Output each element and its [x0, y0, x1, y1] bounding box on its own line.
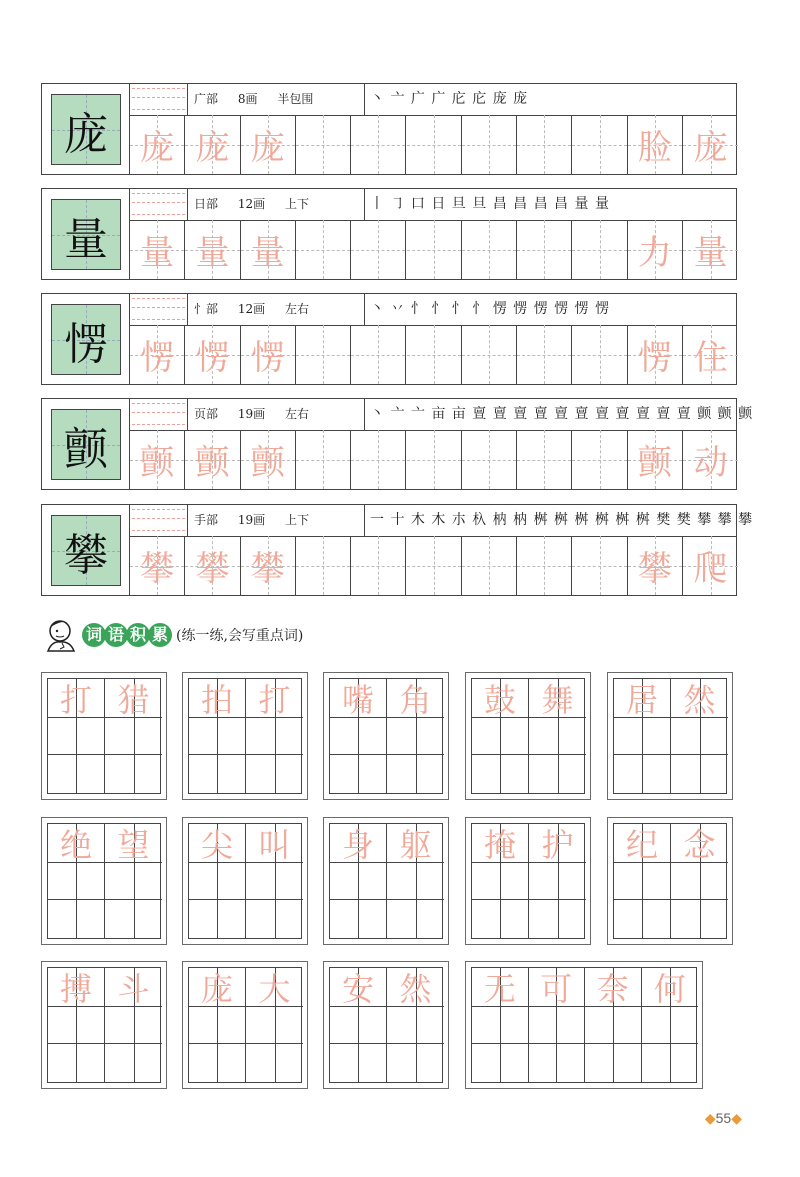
word-box[interactable] [465, 961, 703, 1089]
word-cell[interactable] [529, 679, 586, 793]
writing-cell[interactable] [185, 430, 240, 489]
radical: 手部 [194, 513, 219, 527]
trace-char [462, 430, 516, 489]
word-trace-char: 何 [653, 969, 686, 1008]
writing-cell[interactable] [185, 115, 240, 174]
writing-cell[interactable] [628, 430, 683, 489]
writing-cell[interactable] [185, 220, 240, 279]
writing-cell[interactable] [241, 430, 296, 489]
word-cell[interactable] [48, 968, 105, 1082]
word-trace-char: 猎 [117, 680, 150, 719]
radical: 忄部 [194, 302, 219, 316]
main-char-box [42, 399, 130, 489]
writing-cell[interactable] [572, 325, 627, 384]
writing-cell[interactable] [241, 325, 296, 384]
trace-char [351, 536, 405, 595]
trace-char: 颤 [140, 443, 175, 483]
trace-char [517, 430, 571, 489]
writing-cell[interactable] [517, 536, 572, 595]
word-cell[interactable] [105, 968, 162, 1082]
word-trace-char: 大 [258, 969, 291, 1008]
main-char: 愣 [64, 318, 108, 370]
word-box[interactable] [41, 817, 167, 945]
trace-char [462, 115, 516, 174]
char-info-bar [130, 294, 736, 326]
writing-cell[interactable] [517, 325, 572, 384]
word-trace-char: 绝 [59, 825, 92, 864]
stroke-order: 丶 丷 忄 忄 忄 忄 愣 愣 愣 愣 愣 愣 [370, 301, 610, 317]
word-trace-char: 嘴 [341, 680, 374, 719]
writing-cell[interactable] [351, 325, 406, 384]
writing-cell[interactable] [683, 430, 738, 489]
stroke-count: 8画 [237, 92, 258, 106]
char-info-bar [130, 399, 754, 431]
writing-cell[interactable] [130, 430, 185, 489]
writing-cell[interactable] [628, 536, 683, 595]
trace-char [572, 115, 626, 174]
word-trace-char: 打 [258, 680, 291, 719]
word-trace-char: 搏 [59, 969, 92, 1008]
trace-char [296, 430, 350, 489]
trace-char [407, 536, 461, 595]
structure: 半包围 [277, 92, 314, 106]
word-trace-char: 拍 [200, 680, 233, 719]
word-trace-char: 身 [341, 825, 374, 864]
radical: 广部 [194, 92, 219, 106]
trace-char [296, 536, 350, 595]
writing-cell[interactable] [462, 220, 517, 279]
word-trace-char: 安 [341, 969, 374, 1008]
word-cell[interactable] [472, 824, 529, 938]
pinyin-box[interactable] [132, 509, 185, 531]
writing-cell[interactable] [241, 220, 296, 279]
writing-cell[interactable] [296, 220, 351, 279]
trace-char: 住 [693, 338, 728, 378]
pinyin-box[interactable] [132, 403, 185, 425]
writing-cell[interactable] [572, 536, 627, 595]
writing-cell[interactable] [517, 220, 572, 279]
writing-cell[interactable] [407, 430, 462, 489]
stroke-count: 19画 [237, 407, 266, 421]
stroke-order: 丶 亠 广 广 庀 庀 庞 庞 [370, 91, 529, 107]
word-trace-char: 斗 [117, 969, 150, 1008]
trace-char: 攀 [195, 549, 230, 589]
word-trace-char: 可 [540, 969, 573, 1008]
writing-cell[interactable] [628, 220, 683, 279]
word-trace-char: 打 [59, 680, 92, 719]
word-box[interactable] [182, 672, 308, 800]
word-cell[interactable] [642, 968, 699, 1082]
word-cell[interactable] [330, 824, 387, 938]
writing-cell[interactable] [351, 430, 406, 489]
word-box[interactable] [182, 817, 308, 945]
word-cell[interactable] [105, 824, 162, 938]
structure: 左右 [284, 302, 309, 316]
writing-cell[interactable] [517, 430, 572, 489]
trace-char [462, 325, 516, 384]
writing-cell[interactable] [683, 536, 738, 595]
pinyin-box[interactable] [132, 193, 185, 215]
trace-char [572, 430, 626, 489]
trace-char: 庞 [693, 128, 728, 168]
word-cell[interactable] [387, 824, 444, 938]
word-cell[interactable] [614, 824, 671, 938]
word-cell[interactable] [48, 679, 105, 793]
word-cell[interactable] [387, 968, 444, 1082]
char-info-bar [130, 189, 736, 221]
writing-cell[interactable] [185, 325, 240, 384]
stroke-order: 丶 亠 亠 亩 亩 亶 亶 亶 亶 亶 亶 亶 亶 亶 亶 亶 颤 颤 颤 [370, 406, 754, 422]
trace-char [517, 220, 571, 279]
writing-cell[interactable] [296, 536, 351, 595]
main-char: 庞 [64, 108, 108, 160]
word-cell[interactable] [472, 968, 529, 1082]
word-cell[interactable] [330, 679, 387, 793]
trace-char [572, 220, 626, 279]
trace-char [572, 536, 626, 595]
boy-reading-icon [42, 617, 82, 653]
trace-char [296, 325, 350, 384]
char-row [41, 504, 754, 596]
word-box[interactable] [323, 672, 449, 800]
trace-char: 颤 [195, 443, 230, 483]
word-trace-char: 躯 [399, 825, 432, 864]
stroke-count: 12画 [237, 197, 266, 211]
word-cell[interactable] [246, 824, 303, 938]
pinyin-box[interactable] [132, 88, 185, 110]
word-cell[interactable] [189, 968, 246, 1082]
writing-cell[interactable] [407, 115, 462, 174]
word-trace-char: 无 [483, 969, 516, 1008]
writing-cell[interactable] [683, 115, 738, 174]
trace-char [462, 220, 516, 279]
word-box[interactable] [465, 817, 591, 945]
word-cell[interactable] [330, 968, 387, 1082]
stroke-count: 19画 [237, 513, 266, 527]
writing-cell[interactable] [130, 220, 185, 279]
writing-cell[interactable] [683, 220, 738, 279]
pinyin-box[interactable] [132, 298, 185, 320]
word-cell[interactable] [614, 679, 671, 793]
trace-char: 量 [195, 233, 230, 273]
word-cell[interactable] [585, 968, 642, 1082]
char-info-bar [130, 84, 736, 116]
writing-cell[interactable] [407, 220, 462, 279]
vocabulary-section-header [42, 617, 303, 653]
writing-cell[interactable] [628, 325, 683, 384]
writing-cell[interactable] [407, 536, 462, 595]
writing-cell[interactable] [628, 115, 683, 174]
writing-cell[interactable] [572, 220, 627, 279]
stroke-count: 12画 [237, 302, 266, 316]
main-char: 颤 [64, 423, 108, 475]
trace-char: 脸 [637, 128, 672, 168]
writing-cell[interactable] [462, 536, 517, 595]
word-box[interactable] [465, 672, 591, 800]
vocabulary-note: (练一练,会写重点词) [176, 628, 304, 644]
word-trace-char: 居 [625, 680, 658, 719]
char-info-bar [130, 505, 754, 537]
trace-char: 愣 [637, 338, 672, 378]
word-box[interactable] [323, 817, 449, 945]
word-trace-char: 望 [117, 825, 150, 864]
vocabulary-label: 词 语 积 累 [82, 623, 170, 647]
word-trace-char: 角 [399, 680, 432, 719]
word-trace-char: 念 [683, 825, 716, 864]
word-box[interactable] [41, 961, 167, 1089]
trace-char: 力 [637, 233, 672, 273]
structure: 左右 [284, 407, 309, 421]
word-trace-char: 护 [541, 825, 574, 864]
structure: 上下 [284, 513, 309, 527]
trace-char: 动 [693, 443, 728, 483]
word-box[interactable] [182, 961, 308, 1089]
char-row [41, 293, 737, 385]
word-cell[interactable] [529, 824, 586, 938]
stroke-order: 一 十 木 木 朩 杁 枘 枘 桝 桝 桝 桝 桝 桝 樊 樊 攀 攀 攀 [370, 512, 754, 528]
word-cell[interactable] [189, 824, 246, 938]
writing-cell[interactable] [296, 325, 351, 384]
trace-char [407, 220, 461, 279]
writing-cell[interactable] [130, 536, 185, 595]
stroke-order: 丨 ㇆ 口 日 旦 旦 昌 昌 昌 昌 量 量 [370, 196, 610, 212]
writing-cell[interactable] [462, 325, 517, 384]
word-trace-char: 掩 [483, 825, 516, 864]
trace-char: 愣 [250, 338, 285, 378]
trace-char [296, 220, 350, 279]
page-number: ◆55◆ [704, 1110, 742, 1126]
trace-char: 攀 [140, 549, 175, 589]
word-trace-char: 奈 [596, 969, 629, 1008]
writing-cell[interactable] [351, 220, 406, 279]
word-box[interactable] [41, 672, 167, 800]
radical: 日部 [194, 197, 219, 211]
writing-cell[interactable] [241, 536, 296, 595]
word-cell[interactable] [387, 679, 444, 793]
writing-cell[interactable] [241, 115, 296, 174]
trace-char: 爬 [693, 549, 728, 589]
main-char: 攀 [64, 529, 108, 581]
trace-char: 庞 [195, 128, 230, 168]
trace-char: 攀 [250, 549, 285, 589]
char-row [41, 398, 754, 490]
writing-cell[interactable] [130, 115, 185, 174]
writing-cell[interactable] [185, 536, 240, 595]
word-trace-char: 然 [399, 969, 432, 1008]
trace-char [462, 536, 516, 595]
structure: 上下 [284, 197, 309, 211]
word-cell[interactable] [529, 968, 586, 1082]
writing-cell[interactable] [517, 115, 572, 174]
writing-cell[interactable] [572, 115, 627, 174]
trace-char [351, 325, 405, 384]
trace-char [407, 325, 461, 384]
trace-char: 颤 [637, 443, 672, 483]
writing-cell[interactable] [683, 325, 738, 384]
main-char-box [42, 505, 130, 595]
trace-char: 量 [250, 233, 285, 273]
trace-char [517, 536, 571, 595]
word-cell[interactable] [246, 679, 303, 793]
word-cell[interactable] [189, 679, 246, 793]
trace-char: 庞 [140, 128, 175, 168]
trace-char: 愣 [195, 338, 230, 378]
trace-char: 量 [140, 233, 175, 273]
trace-char [351, 115, 405, 174]
word-cell[interactable] [48, 824, 105, 938]
trace-char [407, 115, 461, 174]
trace-char [517, 325, 571, 384]
trace-char: 颤 [250, 443, 285, 483]
word-trace-char: 鼓 [483, 680, 516, 719]
word-cell[interactable] [246, 968, 303, 1082]
writing-cell[interactable] [351, 536, 406, 595]
writing-cell[interactable] [296, 115, 351, 174]
trace-char [351, 430, 405, 489]
word-trace-char: 庞 [200, 969, 233, 1008]
word-trace-char: 纪 [625, 825, 658, 864]
trace-char: 攀 [637, 549, 672, 589]
word-cell[interactable] [105, 679, 162, 793]
writing-cell[interactable] [130, 325, 185, 384]
word-box[interactable] [607, 817, 733, 945]
word-cell[interactable] [472, 679, 529, 793]
trace-char: 庞 [250, 128, 285, 168]
main-char-box [42, 189, 130, 279]
writing-cell[interactable] [572, 430, 627, 489]
writing-cell[interactable] [407, 325, 462, 384]
radical: 页部 [194, 407, 219, 421]
writing-cell[interactable] [296, 430, 351, 489]
main-char-box [42, 84, 130, 174]
char-row [41, 188, 737, 280]
main-char: 量 [64, 213, 108, 265]
word-trace-char: 舞 [541, 680, 574, 719]
word-trace-char: 叫 [258, 825, 291, 864]
trace-char [351, 220, 405, 279]
trace-char [296, 115, 350, 174]
word-trace-char: 然 [683, 680, 716, 719]
word-box[interactable] [323, 961, 449, 1089]
trace-char [407, 430, 461, 489]
trace-char: 量 [693, 233, 728, 273]
word-cell[interactable] [671, 679, 728, 793]
word-trace-char: 尖 [200, 825, 233, 864]
char-row [41, 83, 737, 175]
trace-char [572, 325, 626, 384]
writing-cell[interactable] [351, 115, 406, 174]
writing-cell[interactable] [462, 430, 517, 489]
trace-char [517, 115, 571, 174]
main-char-box [42, 294, 130, 384]
word-box[interactable] [607, 672, 733, 800]
trace-char: 愣 [140, 338, 175, 378]
word-cell[interactable] [671, 824, 728, 938]
writing-cell[interactable] [462, 115, 517, 174]
